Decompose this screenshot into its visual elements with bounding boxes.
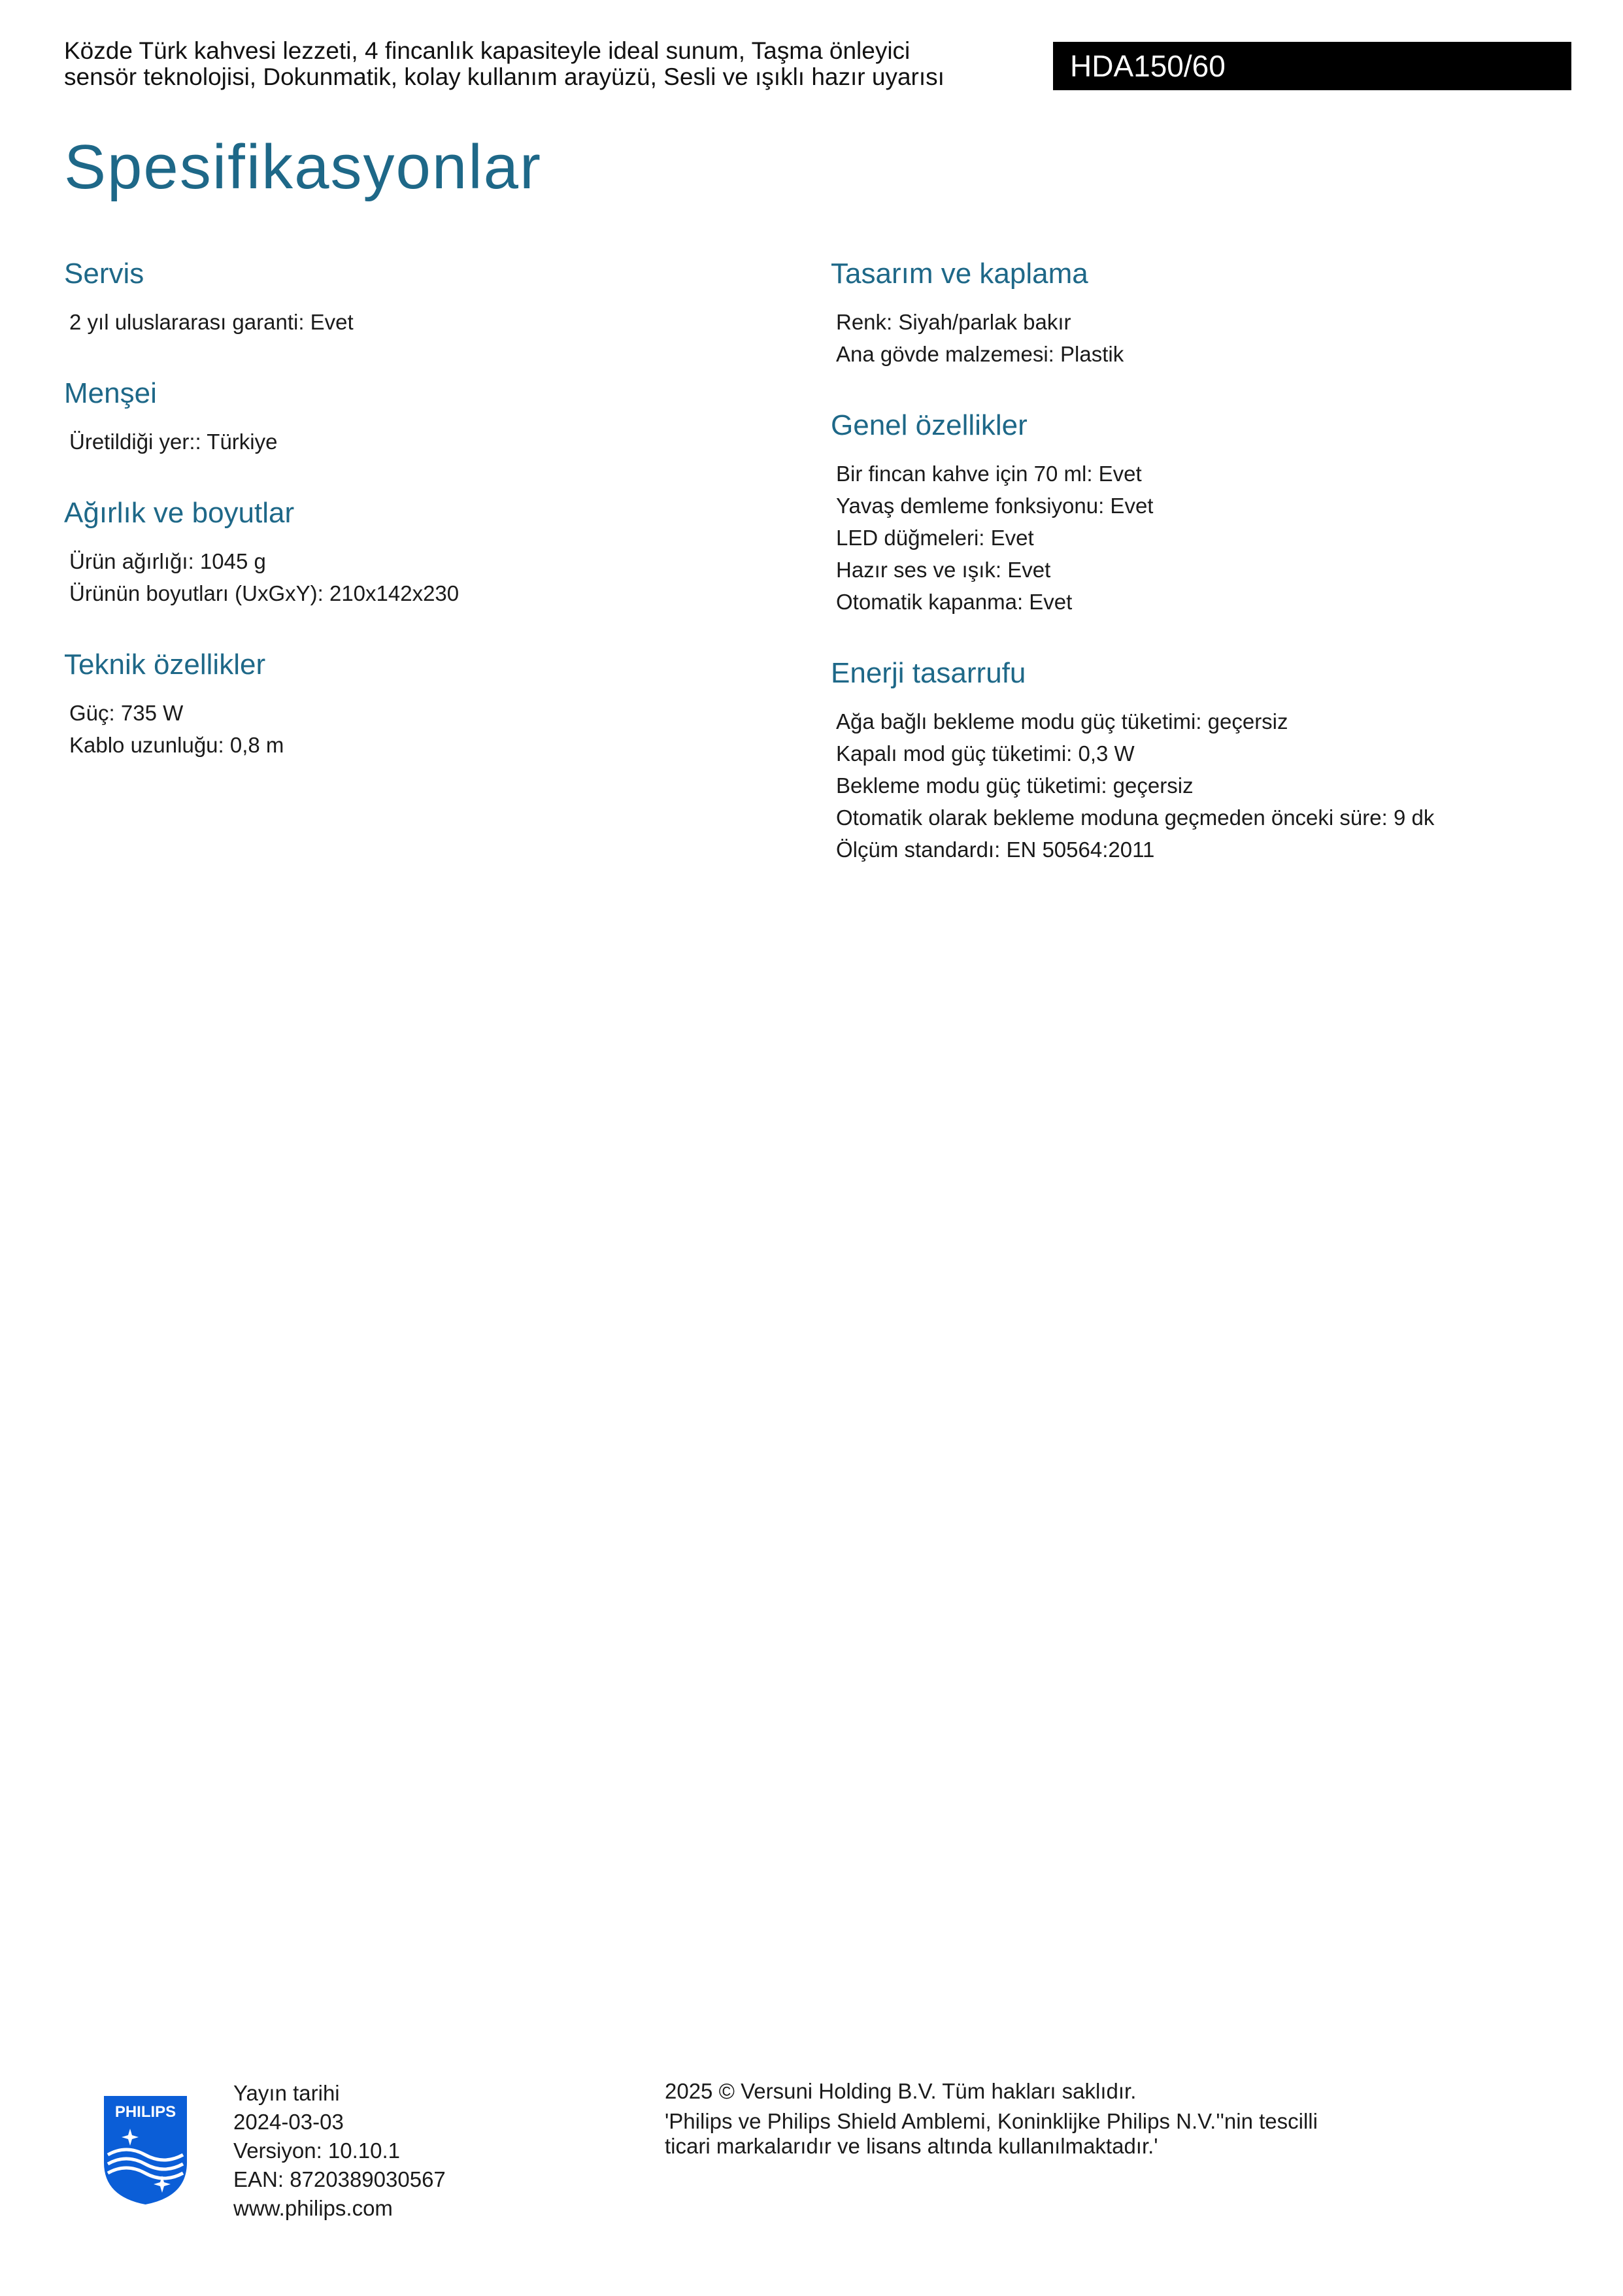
product-description-line-1: Közde Türk kahvesi lezzeti, 4 fincanlık kapasiteyle ideal sunum, Taşma önleyici xyxy=(64,37,911,64)
section-title: Menşei xyxy=(64,377,157,409)
spec-section xyxy=(64,376,783,458)
spec-item: Üretildiği yer:: Türkiye xyxy=(69,430,278,454)
spec-item: Ölçüm standardı: EN 50564:2011 xyxy=(836,837,1155,862)
spec-item: Ürün ağırlığı: 1045 g xyxy=(69,549,266,573)
spec-item: Bekleme modu güç tüketimi: geçersiz xyxy=(836,773,1194,798)
page-title: Spesifikasyonlar xyxy=(64,132,542,202)
logo-wordmark: PHILIPS xyxy=(114,2103,176,2121)
spec-item: 2 yıl uluslararası garanti: Evet xyxy=(69,310,354,334)
spec-item: Yavaş demleme fonksiyonu: Evet xyxy=(836,494,1154,518)
legal-notice xyxy=(665,2079,1397,2159)
spec-section xyxy=(64,496,783,609)
section-title: Genel özellikler xyxy=(831,409,1028,441)
spec-section xyxy=(831,408,1550,618)
copyright: 2025 © Versuni Holding B.V. Tüm hakları saklıdır. xyxy=(665,2079,1137,2103)
publish-label: Yayın tarihi xyxy=(233,2081,340,2105)
product-description-line-2: sensör teknolojisi, Dokunmatik, kolay kullanım arayüzü, Sesli ve ışıklı hazır uyarısı xyxy=(64,63,945,90)
philips-shield-logo-icon xyxy=(100,2092,191,2207)
spec-item: Kablo uzunluğu: 0,8 m xyxy=(69,733,284,757)
spec-item: Renk: Siyah/parlak bakır xyxy=(836,310,1071,334)
ean: EAN: 8720389030567 xyxy=(233,2167,446,2191)
section-title: Servis xyxy=(64,258,144,290)
spec-section xyxy=(831,656,1550,866)
spec-item: Bir fincan kahve için 70 ml: Evet xyxy=(836,462,1142,486)
model-number: HDA150/60 xyxy=(1053,42,1571,90)
section-title: Tasarım ve kaplama xyxy=(831,258,1088,290)
spec-column-left xyxy=(64,256,783,799)
section-title: Enerji tasarrufu xyxy=(831,657,1026,689)
trademark-line-1: 'Philips ve Philips Shield Amblemi, Koninklijke Philips N.V.''nin tescilli xyxy=(665,2109,1318,2133)
spec-item: Hazır ses ve ışık: Evet xyxy=(836,558,1051,582)
product-description xyxy=(64,38,1005,90)
spec-item: Ana gövde malzemesi: Plastik xyxy=(836,342,1124,366)
section-title: Teknik özellikler xyxy=(64,649,266,681)
spec-column-right xyxy=(831,256,1550,903)
spec-item: Otomatik kapanma: Evet xyxy=(836,590,1073,614)
section-title: Ağırlık ve boyutlar xyxy=(64,497,295,529)
spec-section xyxy=(831,256,1550,370)
spec-item: LED düğmeleri: Evet xyxy=(836,526,1034,550)
spec-item: Ürünün boyutları (UxGxY): 210x142x230 xyxy=(69,581,460,605)
website-link[interactable]: www.philips.com xyxy=(233,2196,393,2220)
version: Versiyon: 10.10.1 xyxy=(233,2138,401,2163)
spec-item: Kapalı mod güç tüketimi: 0,3 W xyxy=(836,741,1135,766)
publish-date: 2024-03-03 xyxy=(233,2110,344,2134)
spec-item: Otomatik olarak bekleme moduna geçmeden önceki süre: 9 dk xyxy=(836,805,1435,830)
spec-item: Güç: 735 W xyxy=(69,701,184,725)
spec-item: Ağa bağlı bekleme modu güç tüketimi: geçersiz xyxy=(836,709,1288,734)
spec-section xyxy=(64,647,783,761)
spec-section xyxy=(64,256,783,338)
publication-info xyxy=(233,2079,446,2223)
trademark-line-2: ticari markalarıdır ve lisans altında kullanılmaktadır.' xyxy=(665,2134,1158,2158)
